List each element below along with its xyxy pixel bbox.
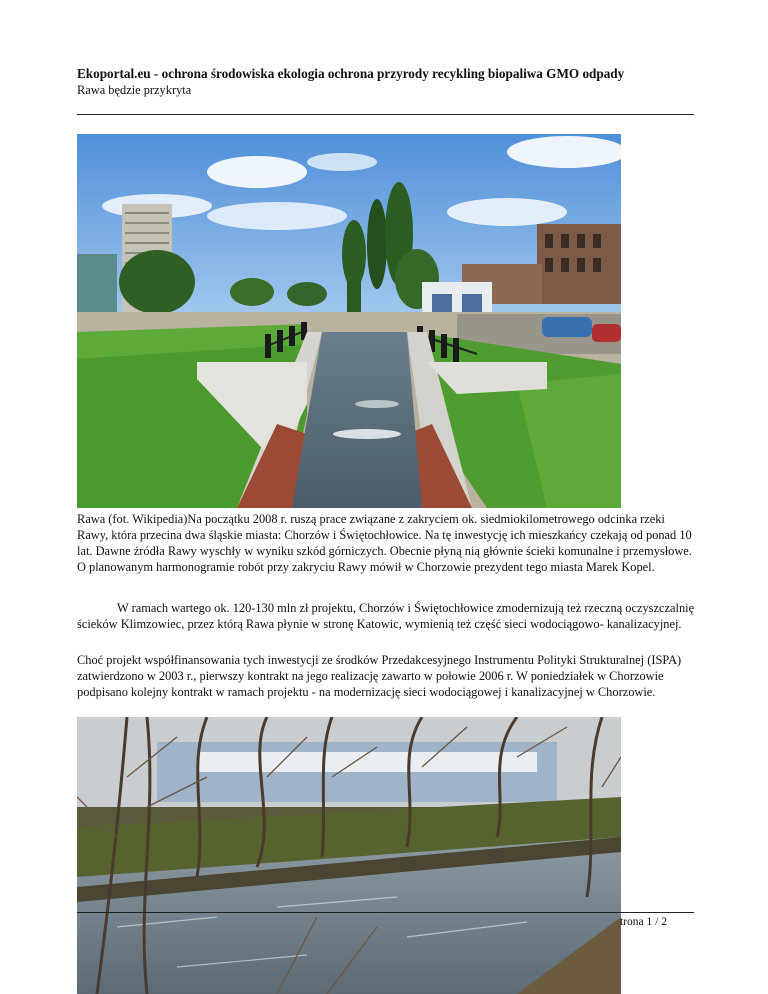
page-number: trona 1 / 2 xyxy=(620,916,667,928)
article-paragraph-text: W ramach wartego ok. 120-130 mln zł projektu, Chorzów i Świętochłowice zmodernizują też rzeczną oczyszczalnię ścieków Klimzowiec, przez którą Rawa płynie w stronę Katowic, wymienią też część sieci wodociągowo- kanalizacyjnej. xyxy=(77,601,695,631)
document-title: Ekoportal.eu - ochrona środowiska ekologia ochrona przyrody recykling biopaliwa GMO odpady xyxy=(77,66,625,81)
river-channel-photo xyxy=(77,134,621,508)
river-trees-photo xyxy=(77,717,621,994)
header-divider xyxy=(77,114,694,115)
article-paragraph: Choć projekt współfinansowania tych inwestycji ze środków Przedakcesyjnego Instrumentu Polityki Strukturalnej (ISPA) zatwierdzono w 2003 r., pierwszy kontrakt na jego realizację zawarto w połowie 2006 r. W poniedziałek w Chorzowie podpisano kolejny kontrakt w ramach projektu - na modernizację sieci wodociągowej i kanalizacyjnej w Chorzowie. xyxy=(77,653,682,699)
footer-divider xyxy=(77,912,694,913)
article-title: Rawa będzie przykryta xyxy=(77,83,192,97)
photo-caption-and-lead: Rawa (fot. Wikipedia)Na początku 2008 r. ruszą prace związane z zakryciem ok. siedmiokilometrowego odcinka rzeki Rawy, która przecina dwa śląskie miasta: Chorzów i Świętochłowice. Na tę inwestycję ich mieszkańcy czekają od ponad 10 lat. Dawne źródła Rawy wyschły w wyniku szkód górniczych. Obecnie płyną nią głównie ścieki komunalne i przemysłowe. O planowanym harmonogramie robót przy zakryciu Rawy mówił w Chorzowie prezydent tego miasta Marek Kopel. xyxy=(77,512,692,574)
article-paragraph xyxy=(77,600,697,632)
